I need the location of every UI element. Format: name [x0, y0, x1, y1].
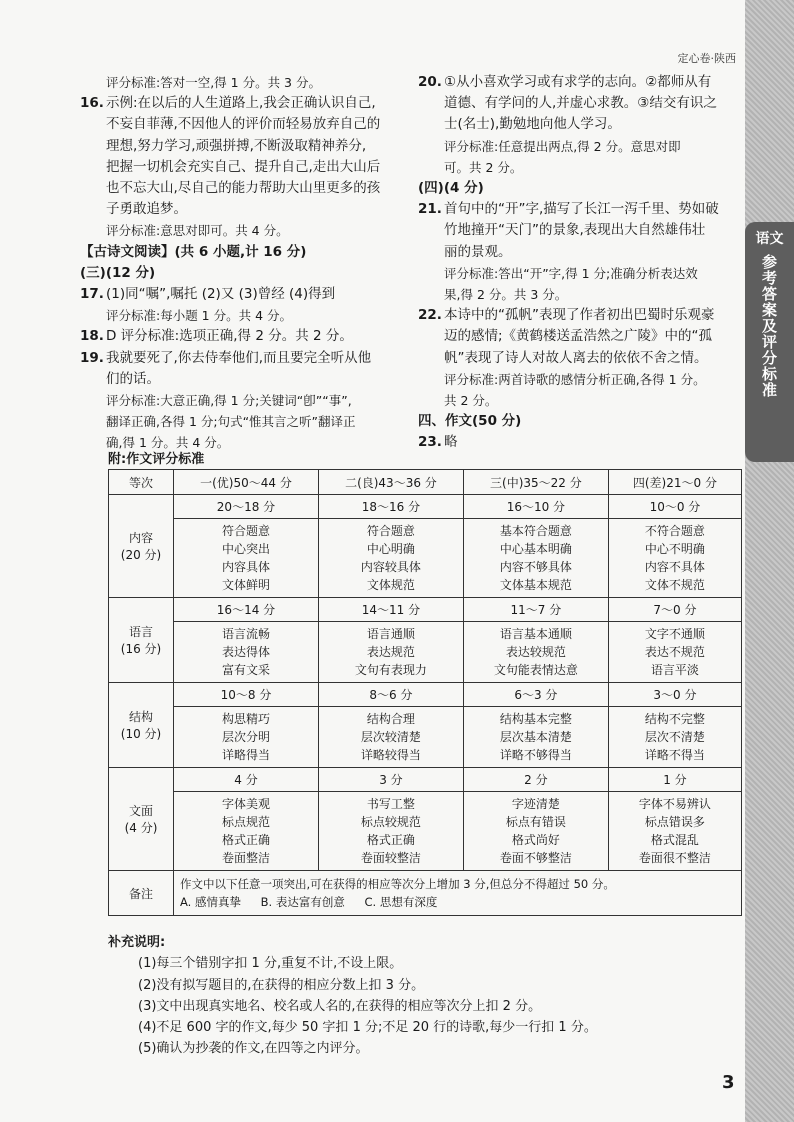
- rubric-criterion: 字迹清楚: [511, 797, 560, 811]
- answer-line: 道德、有学问的人,并虚心求教。③结交有识之: [444, 95, 717, 112]
- rubric-criterion: 详略不够得当: [499, 748, 572, 762]
- rubric-criterion: 语言平淡: [650, 663, 699, 677]
- rubric-criterion: 层次分明: [221, 730, 270, 744]
- rubric-category-name: 语言: [128, 625, 153, 639]
- rubric-category-points: (16 分): [120, 642, 162, 656]
- answer-line: 帆”表现了诗人对故人离去的依依不舍之情。: [444, 349, 708, 366]
- answer-line: 【古诗文阅读】(共 6 小题,计 16 分): [80, 243, 307, 260]
- rubric-score-range: 1 分: [608, 768, 741, 792]
- answer-line: 果,得 2 分。共 3 分。: [444, 287, 568, 303]
- rubric-criterion: 格式混乱: [650, 833, 699, 847]
- rubric-criterion: 基本符合题意: [499, 524, 572, 538]
- rubric-category-name: 内容: [128, 531, 153, 545]
- answer-line: [418, 199, 740, 220]
- rubric-criterion: 格式正确: [366, 833, 415, 847]
- rubric-score-range: 11～7 分: [463, 598, 608, 622]
- remark-cell: [174, 871, 742, 916]
- rubric-category-points: (10 分): [120, 727, 162, 741]
- rubric-criterion: 标点较规范: [360, 815, 421, 829]
- rubric-score-range: 4 分: [174, 768, 319, 792]
- rubric-criterion: 语言流畅: [221, 627, 270, 641]
- rubric-criterion: 详略较得当: [360, 748, 421, 762]
- answer-line: [80, 284, 396, 305]
- rubric-criterion: 标点错误多: [644, 815, 705, 829]
- rubric-criterion: 内容具体: [221, 560, 270, 574]
- rubric-criterion: 文句能表情达意: [493, 663, 578, 677]
- rubric-criterion: 卷面整洁: [221, 851, 270, 865]
- section-tab: [745, 222, 794, 462]
- answer-line: 子勇敢追梦。: [106, 201, 187, 218]
- answer-text: 首句中的“开”字,描写了长江一泻千里、势如破: [444, 201, 719, 218]
- rubric-score-row: [109, 495, 742, 519]
- rubric-criteria-cell: [463, 519, 608, 598]
- remark-option: B. 表达富有创意: [260, 895, 345, 909]
- rubric-criterion: 层次基本清楚: [499, 730, 572, 744]
- rubric-category: [109, 495, 174, 598]
- remark-text: 作文中以下任意一项突出,可在获得的相应等次分上增加 3 分,但总分不得超过 50 分。: [180, 877, 615, 891]
- rubric-header-cell: 一(优)50～44 分: [174, 470, 319, 495]
- answer-line: [418, 432, 740, 453]
- rubric-criterion: 文体鲜明: [221, 578, 270, 592]
- rubric-criterion: 字体美观: [221, 797, 270, 811]
- supplement-section: [108, 932, 728, 1060]
- rubric-score-range: 16～14 分: [174, 598, 319, 622]
- rubric-score-range: 6～3 分: [463, 683, 608, 707]
- rubric-score-row: [109, 683, 742, 707]
- rubric-score-range: 10～8 分: [174, 683, 319, 707]
- answer-line: 评分标准:每小题 1 分。共 4 分。: [106, 308, 293, 324]
- answer-line: 评分标准:两首诗歌的感情分析正确,各得 1 分。: [444, 371, 706, 387]
- rubric-criterion: 表达规范: [366, 645, 415, 659]
- rubric-score-range: 3 分: [318, 768, 463, 792]
- answer-line: [418, 305, 740, 326]
- rubric-score-range: 14～11 分: [318, 598, 463, 622]
- rubric-criterion: 结构不完整: [644, 712, 705, 726]
- answer-line: 评分标准:任意提出两点,得 2 分。意思对即: [444, 138, 681, 154]
- left-column: [80, 72, 396, 454]
- question-number: 18.: [80, 328, 104, 345]
- answer-line: 四、作文(50 分): [418, 413, 522, 430]
- grading-rubric-table: [108, 469, 742, 916]
- answer-line: 理想,努力学习,顽强拼搏,不断汲取精神养分,: [106, 137, 367, 154]
- rubric-criterion: 文句有表现力: [354, 663, 427, 677]
- rubric-criterion: 标点有错误: [505, 815, 566, 829]
- rubric-criterion: 符合题意: [366, 524, 415, 538]
- rubric-header-row: [109, 470, 742, 495]
- rubric-criterion: 文字不通顺: [644, 627, 705, 641]
- right-column: [418, 72, 740, 454]
- rubric-criterion: 结构合理: [366, 712, 415, 726]
- answer-line: 丽的景观。: [444, 243, 512, 260]
- rubric-category: [109, 598, 174, 683]
- rubric-score-range: 3～0 分: [608, 683, 741, 707]
- answer-line: 翻译正确,各得 1 分;句式“惟其言之听”翻译正: [106, 414, 356, 430]
- rubric-criteria-row: [109, 622, 742, 683]
- header-brand: 定心卷·陕西: [677, 52, 736, 65]
- rubric-header-cell: 二(良)43～36 分: [318, 470, 463, 495]
- rubric-criterion: 格式正确: [221, 833, 270, 847]
- rubric-score-row: [109, 768, 742, 792]
- side-margin-pattern: [745, 0, 794, 1122]
- rubric-criteria-cell: [608, 622, 741, 683]
- page-number: 3: [722, 1072, 735, 1093]
- rubric-score-range: 8～6 分: [318, 683, 463, 707]
- supplement-title: 补充说明:: [108, 935, 166, 950]
- answer-line: 把握一切机会充实自己、提升自己,走出大山后: [106, 158, 381, 175]
- answer-line: (四)(4 分): [418, 180, 484, 197]
- answer-line: [80, 326, 396, 347]
- rubric-header-cell: 等次: [109, 470, 174, 495]
- rubric-criteria-cell: [463, 707, 608, 768]
- answer-line: 共 2 分。: [444, 393, 498, 409]
- rubric-criteria-cell: [174, 519, 319, 598]
- appendix-title: 附:作文评分标准: [108, 452, 205, 467]
- rubric-criterion: 层次不清楚: [644, 730, 705, 744]
- answer-text: 略: [444, 434, 458, 451]
- rubric-criterion: 格式尚好: [511, 833, 560, 847]
- rubric-score-range: 7～0 分: [608, 598, 741, 622]
- question-number: 21.: [418, 201, 442, 218]
- rubric-category-name: 结构: [128, 710, 153, 724]
- supplement-item: (3)文中出现真实地名、校名或人名的,在获得的相应等次分上扣 2 分。: [138, 998, 542, 1014]
- rubric-score-row: [109, 598, 742, 622]
- rubric-criterion: 中心突出: [221, 542, 270, 556]
- answer-text: D 评分标准:选项正确,得 2 分。共 2 分。: [106, 328, 353, 345]
- rubric-criterion: 标点规范: [221, 815, 270, 829]
- rubric-criterion: 富有文采: [221, 663, 270, 677]
- rubric-criterion: 书写工整: [366, 797, 415, 811]
- answer-line: [80, 93, 396, 114]
- question-number: 17.: [80, 286, 104, 303]
- answer-text: (1)同“嘱”,嘱托 (2)又 (3)曾经 (4)得到: [106, 286, 336, 303]
- answer-line: [418, 72, 740, 93]
- remark-option: A. 感情真挚: [180, 895, 241, 909]
- rubric-criterion: 卷面很不整洁: [638, 851, 711, 865]
- answer-line: 确,得 1 分。共 4 分。: [106, 435, 230, 451]
- question-number: 16.: [80, 95, 104, 112]
- rubric-score-range: 10～0 分: [608, 495, 741, 519]
- answer-line: 评分标准:答出“开”字,得 1 分;准确分析表达效: [444, 265, 698, 281]
- rubric-criterion: 语言基本通顺: [499, 627, 572, 641]
- rubric-criterion: 表达较规范: [505, 645, 566, 659]
- rubric-criterion: 详略得当: [221, 748, 270, 762]
- rubric-criterion: 中心不明确: [644, 542, 705, 556]
- answer-line: 竹地撞开“天门”的景象,表现出大自然雄伟壮: [444, 222, 706, 239]
- rubric-criterion: 文体规范: [366, 578, 415, 592]
- answer-line: [80, 348, 396, 369]
- question-number: 20.: [418, 74, 442, 90]
- rubric-score-range: 16～10 分: [463, 495, 608, 519]
- remark-label: 备注: [109, 871, 174, 916]
- rubric-criterion: 不符合题意: [644, 524, 705, 538]
- answer-text: 示例:在以后的人生道路上,我会正确认识自己,: [106, 95, 376, 112]
- rubric-criterion: 内容不够具体: [499, 560, 572, 574]
- rubric-criterion: 构思精巧: [221, 712, 270, 726]
- rubric-criterion: 中心明确: [366, 542, 415, 556]
- supplement-item: (5)确认为抄袭的作文,在四等之内评分。: [138, 1041, 369, 1057]
- rubric-criteria-cell: [608, 792, 741, 871]
- rubric-criteria-cell: [174, 622, 319, 683]
- rubric-criteria-cell: [318, 792, 463, 871]
- rubric-category-name: 文面: [128, 804, 153, 818]
- supplement-item: (4)不足 600 字的作文,每少 50 字扣 1 分;不足 20 行的诗歌,每少一行扣 1 分。: [138, 1020, 597, 1036]
- remark-option: C. 思想有深度: [364, 895, 438, 909]
- section-tab-label: 参考答案及评分标准: [760, 254, 778, 398]
- rubric-criterion: 卷面较整洁: [360, 851, 421, 865]
- rubric-criteria-cell: [463, 622, 608, 683]
- rubric-remark-row: [109, 871, 742, 916]
- rubric-criterion: 语言通顺: [366, 627, 415, 641]
- answer-line: (三)(12 分): [80, 264, 156, 281]
- section-tab-subject: 语文: [755, 231, 784, 247]
- answer-text: 本诗中的“孤帆”表现了作者初出巴蜀时乐观豪: [444, 307, 715, 324]
- rubric-criteria-row: [109, 519, 742, 598]
- rubric-criteria-row: [109, 792, 742, 871]
- rubric-category: [109, 768, 174, 871]
- answer-line: 也不忘大山,尽自己的能力帮助大山里更多的孩: [106, 180, 381, 197]
- answer-line: 迈的感情;《黄鹤楼送孟浩然之广陵》中的“孤: [444, 328, 713, 345]
- answer-line: 评分标准:大意正确,得 1 分;关键词“卽”“事”,: [106, 393, 352, 409]
- rubric-category-points: (20 分): [120, 548, 162, 562]
- question-number: 23.: [418, 434, 442, 451]
- answer-text: ①从小喜欢学习或有求学的志向。②都师从有: [444, 74, 712, 90]
- question-number: 19.: [80, 349, 104, 366]
- rubric-criteria-cell: [174, 707, 319, 768]
- rubric-criterion: 字体不易辨认: [638, 797, 711, 811]
- rubric-criterion: 表达不规范: [644, 645, 705, 659]
- rubric-criteria-cell: [463, 792, 608, 871]
- rubric-criteria-cell: [608, 707, 741, 768]
- answer-line: 评分标准:答对一空,得 1 分。共 3 分。: [106, 75, 321, 90]
- rubric-criterion: 文体不规范: [644, 578, 705, 592]
- question-number: 22.: [418, 307, 442, 324]
- answer-line: 们的话。: [106, 370, 160, 387]
- rubric-criterion: 详略不得当: [644, 748, 705, 762]
- rubric-header-cell: 四(差)21～0 分: [608, 470, 741, 495]
- rubric-criteria-cell: [318, 622, 463, 683]
- rubric-criteria-cell: [608, 519, 741, 598]
- rubric-criteria-cell: [318, 519, 463, 598]
- rubric-category: [109, 683, 174, 768]
- answer-line: 可。共 2 分。: [444, 159, 523, 175]
- rubric-criteria-cell: [318, 707, 463, 768]
- answer-line: 评分标准:意思对即可。共 4 分。: [106, 223, 289, 239]
- rubric-criterion: 卷面不够整洁: [499, 851, 572, 865]
- rubric-criterion: 结构基本完整: [499, 712, 572, 726]
- supplement-item: (2)没有拟写题目的,在获得的相应分数上扣 3 分。: [138, 977, 425, 993]
- answer-line: 士(名士),勤勉地向他人学习。: [444, 116, 621, 133]
- rubric-criterion: 内容不具体: [644, 560, 705, 574]
- rubric-criterion: 表达得体: [221, 645, 270, 659]
- rubric-criterion: 内容较具体: [360, 560, 421, 574]
- rubric-criterion: 层次较清楚: [360, 730, 421, 744]
- rubric-criterion: 中心基本明确: [499, 542, 572, 556]
- rubric-criteria-row: [109, 707, 742, 768]
- answer-line: 不妄自菲薄,不因他人的评价而轻易放弃自己的: [106, 116, 381, 133]
- rubric-criteria-cell: [174, 792, 319, 871]
- rubric-score-range: 18～16 分: [318, 495, 463, 519]
- rubric-score-range: 2 分: [463, 768, 608, 792]
- answer-text: 我就要死了,你去侍奉他们,而且要完全听从他: [106, 349, 372, 366]
- rubric-header-cell: 三(中)35～22 分: [463, 470, 608, 495]
- rubric-score-range: 20～18 分: [174, 495, 319, 519]
- rubric-category-points: (4 分): [124, 821, 158, 835]
- rubric-criterion: 符合题意: [221, 524, 270, 538]
- rubric-criterion: 文体基本规范: [499, 578, 572, 592]
- supplement-item: (1)每三个错别字扣 1 分,重复不计,不设上限。: [138, 956, 403, 972]
